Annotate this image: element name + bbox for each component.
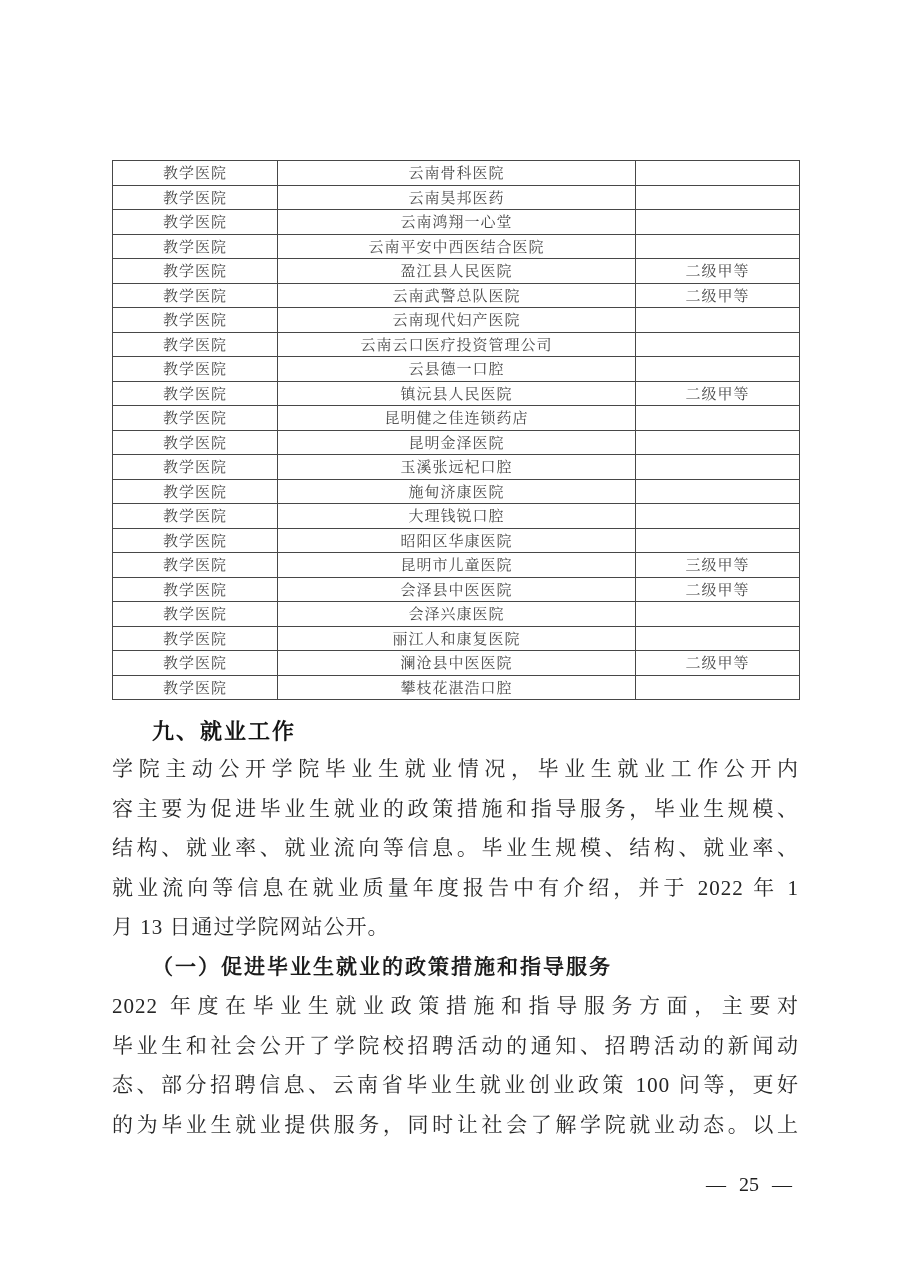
cell-hospital-name: 昆明市儿童医院 bbox=[278, 553, 636, 578]
cell-hospital-name: 澜沧县中医医院 bbox=[278, 651, 636, 676]
cell-grade bbox=[636, 357, 800, 382]
cell-category: 教学医院 bbox=[113, 308, 278, 333]
cell-hospital-name: 会泽县中医医院 bbox=[278, 577, 636, 602]
cell-grade bbox=[636, 308, 800, 333]
cell-category: 教学医院 bbox=[113, 651, 278, 676]
cell-category: 教学医院 bbox=[113, 479, 278, 504]
table-row bbox=[113, 602, 800, 627]
cell-category: 教学医院 bbox=[113, 602, 278, 627]
cell-grade bbox=[636, 479, 800, 504]
cell-hospital-name: 云南骨科医院 bbox=[278, 161, 636, 186]
cell-hospital-name: 云南云口医疗投资管理公司 bbox=[278, 332, 636, 357]
cell-grade bbox=[636, 185, 800, 210]
cell-hospital-name: 盈江县人民医院 bbox=[278, 259, 636, 284]
cell-hospital-name: 云南平安中西医结合医院 bbox=[278, 234, 636, 259]
cell-hospital-name: 玉溪张远杞口腔 bbox=[278, 455, 636, 480]
cell-grade: 二级甲等 bbox=[636, 577, 800, 602]
page-number-dash-left: — bbox=[706, 1174, 726, 1196]
cell-category: 教学医院 bbox=[113, 332, 278, 357]
cell-category: 教学医院 bbox=[113, 577, 278, 602]
cell-category: 教学医院 bbox=[113, 406, 278, 431]
cell-category: 教学医院 bbox=[113, 675, 278, 700]
cell-grade bbox=[636, 234, 800, 259]
cell-hospital-name: 攀枝花湛浩口腔 bbox=[278, 675, 636, 700]
cell-hospital-name: 昆明健之佳连锁药店 bbox=[278, 406, 636, 431]
cell-category: 教学医院 bbox=[113, 626, 278, 651]
cell-hospital-name: 云南昊邦医药 bbox=[278, 185, 636, 210]
cell-hospital-name: 云南武警总队医院 bbox=[278, 283, 636, 308]
cell-grade bbox=[636, 210, 800, 235]
cell-grade: 二级甲等 bbox=[636, 259, 800, 284]
cell-hospital-name: 丽江人和康复医院 bbox=[278, 626, 636, 651]
cell-hospital-name: 云南现代妇产医院 bbox=[278, 308, 636, 333]
table-row bbox=[113, 210, 800, 235]
table-row bbox=[113, 381, 800, 406]
paragraph-line: 学院主动公开学院毕业生就业情况，毕业生就业工作公开内 bbox=[112, 757, 799, 781]
cell-hospital-name: 大理钱锐口腔 bbox=[278, 504, 636, 529]
cell-hospital-name: 昆明金泽医院 bbox=[278, 430, 636, 455]
table-row bbox=[113, 675, 800, 700]
cell-grade bbox=[636, 455, 800, 480]
paragraph-line: 2022 年度在毕业生就业政策措施和指导服务方面，主要对 bbox=[112, 994, 799, 1018]
table-row bbox=[113, 185, 800, 210]
employment-section bbox=[112, 713, 799, 1145]
page-number-dash-right: — bbox=[772, 1174, 792, 1196]
page-content bbox=[112, 160, 799, 1145]
cell-category: 教学医院 bbox=[113, 455, 278, 480]
table-row bbox=[113, 406, 800, 431]
paragraph-1 bbox=[112, 750, 799, 948]
cell-category: 教学医院 bbox=[113, 430, 278, 455]
cell-grade: 二级甲等 bbox=[636, 651, 800, 676]
paragraph-line: 容主要为促进毕业生就业的政策措施和指导服务，毕业生规模、 bbox=[112, 796, 799, 821]
paragraph-line: 毕业生和社会公开了学院校招聘活动的通知、招聘活动的新闻动 bbox=[112, 1033, 799, 1058]
cell-grade bbox=[636, 626, 800, 651]
cell-category: 教学医院 bbox=[113, 528, 278, 553]
table-row bbox=[113, 234, 800, 259]
cell-hospital-name: 云南鸿翔一心堂 bbox=[278, 210, 636, 235]
cell-grade bbox=[636, 332, 800, 357]
table-row bbox=[113, 357, 800, 382]
cell-grade bbox=[636, 161, 800, 186]
page-number-value: 25 bbox=[739, 1174, 759, 1196]
cell-grade: 二级甲等 bbox=[636, 283, 800, 308]
cell-category: 教学医院 bbox=[113, 234, 278, 259]
paragraph-line: 态、部分招聘信息、云南省毕业生就业创业政策 100 问等，更好 bbox=[112, 1073, 799, 1097]
cell-grade bbox=[636, 406, 800, 431]
cell-grade bbox=[636, 430, 800, 455]
cell-grade: 三级甲等 bbox=[636, 553, 800, 578]
table-row bbox=[113, 308, 800, 333]
hospital-table bbox=[112, 160, 800, 700]
cell-hospital-name: 云县德一口腔 bbox=[278, 357, 636, 382]
cell-hospital-name: 会泽兴康医院 bbox=[278, 602, 636, 627]
table-row bbox=[113, 626, 800, 651]
paragraph-line: 月 13 日通过学院网站公开。 bbox=[112, 915, 390, 939]
table-row bbox=[113, 479, 800, 504]
cell-category: 教学医院 bbox=[113, 259, 278, 284]
cell-hospital-name: 施甸济康医院 bbox=[278, 479, 636, 504]
table-row bbox=[113, 651, 800, 676]
section-heading: 九、就业工作 bbox=[152, 719, 297, 744]
cell-grade bbox=[636, 675, 800, 700]
paragraph-line: 结构、就业率、就业流向等信息。毕业生规模、结构、就业率、 bbox=[112, 836, 799, 860]
table-row bbox=[113, 430, 800, 455]
hospital-table-body bbox=[113, 161, 800, 700]
table-row bbox=[113, 283, 800, 308]
table-row bbox=[113, 577, 800, 602]
table-row bbox=[113, 259, 800, 284]
cell-hospital-name: 镇沅县人民医院 bbox=[278, 381, 636, 406]
cell-category: 教学医院 bbox=[113, 381, 278, 406]
subsection-heading: （一）促进毕业生就业的政策措施和指导服务 bbox=[152, 954, 612, 979]
cell-grade: 二级甲等 bbox=[636, 381, 800, 406]
page-number bbox=[706, 1172, 792, 1198]
cell-category: 教学医院 bbox=[113, 504, 278, 529]
cell-category: 教学医院 bbox=[113, 161, 278, 186]
cell-category: 教学医院 bbox=[113, 185, 278, 210]
paragraph-2 bbox=[112, 987, 799, 1145]
cell-hospital-name: 昭阳区华康医院 bbox=[278, 528, 636, 553]
cell-grade bbox=[636, 602, 800, 627]
cell-grade bbox=[636, 528, 800, 553]
table-row bbox=[113, 332, 800, 357]
cell-category: 教学医院 bbox=[113, 553, 278, 578]
table-row bbox=[113, 161, 800, 186]
cell-category: 教学医院 bbox=[113, 210, 278, 235]
cell-category: 教学医院 bbox=[113, 357, 278, 382]
table-row bbox=[113, 528, 800, 553]
cell-grade bbox=[636, 504, 800, 529]
table-row bbox=[113, 455, 800, 480]
paragraph-line: 的为毕业生就业提供服务，同时让社会了解学院就业动态。以上 bbox=[112, 1112, 799, 1137]
cell-category: 教学医院 bbox=[113, 283, 278, 308]
table-row bbox=[113, 504, 800, 529]
paragraph-line: 就业流向等信息在就业质量年度报告中有介绍，并于 2022 年 1 bbox=[112, 875, 799, 900]
table-row bbox=[113, 553, 800, 578]
